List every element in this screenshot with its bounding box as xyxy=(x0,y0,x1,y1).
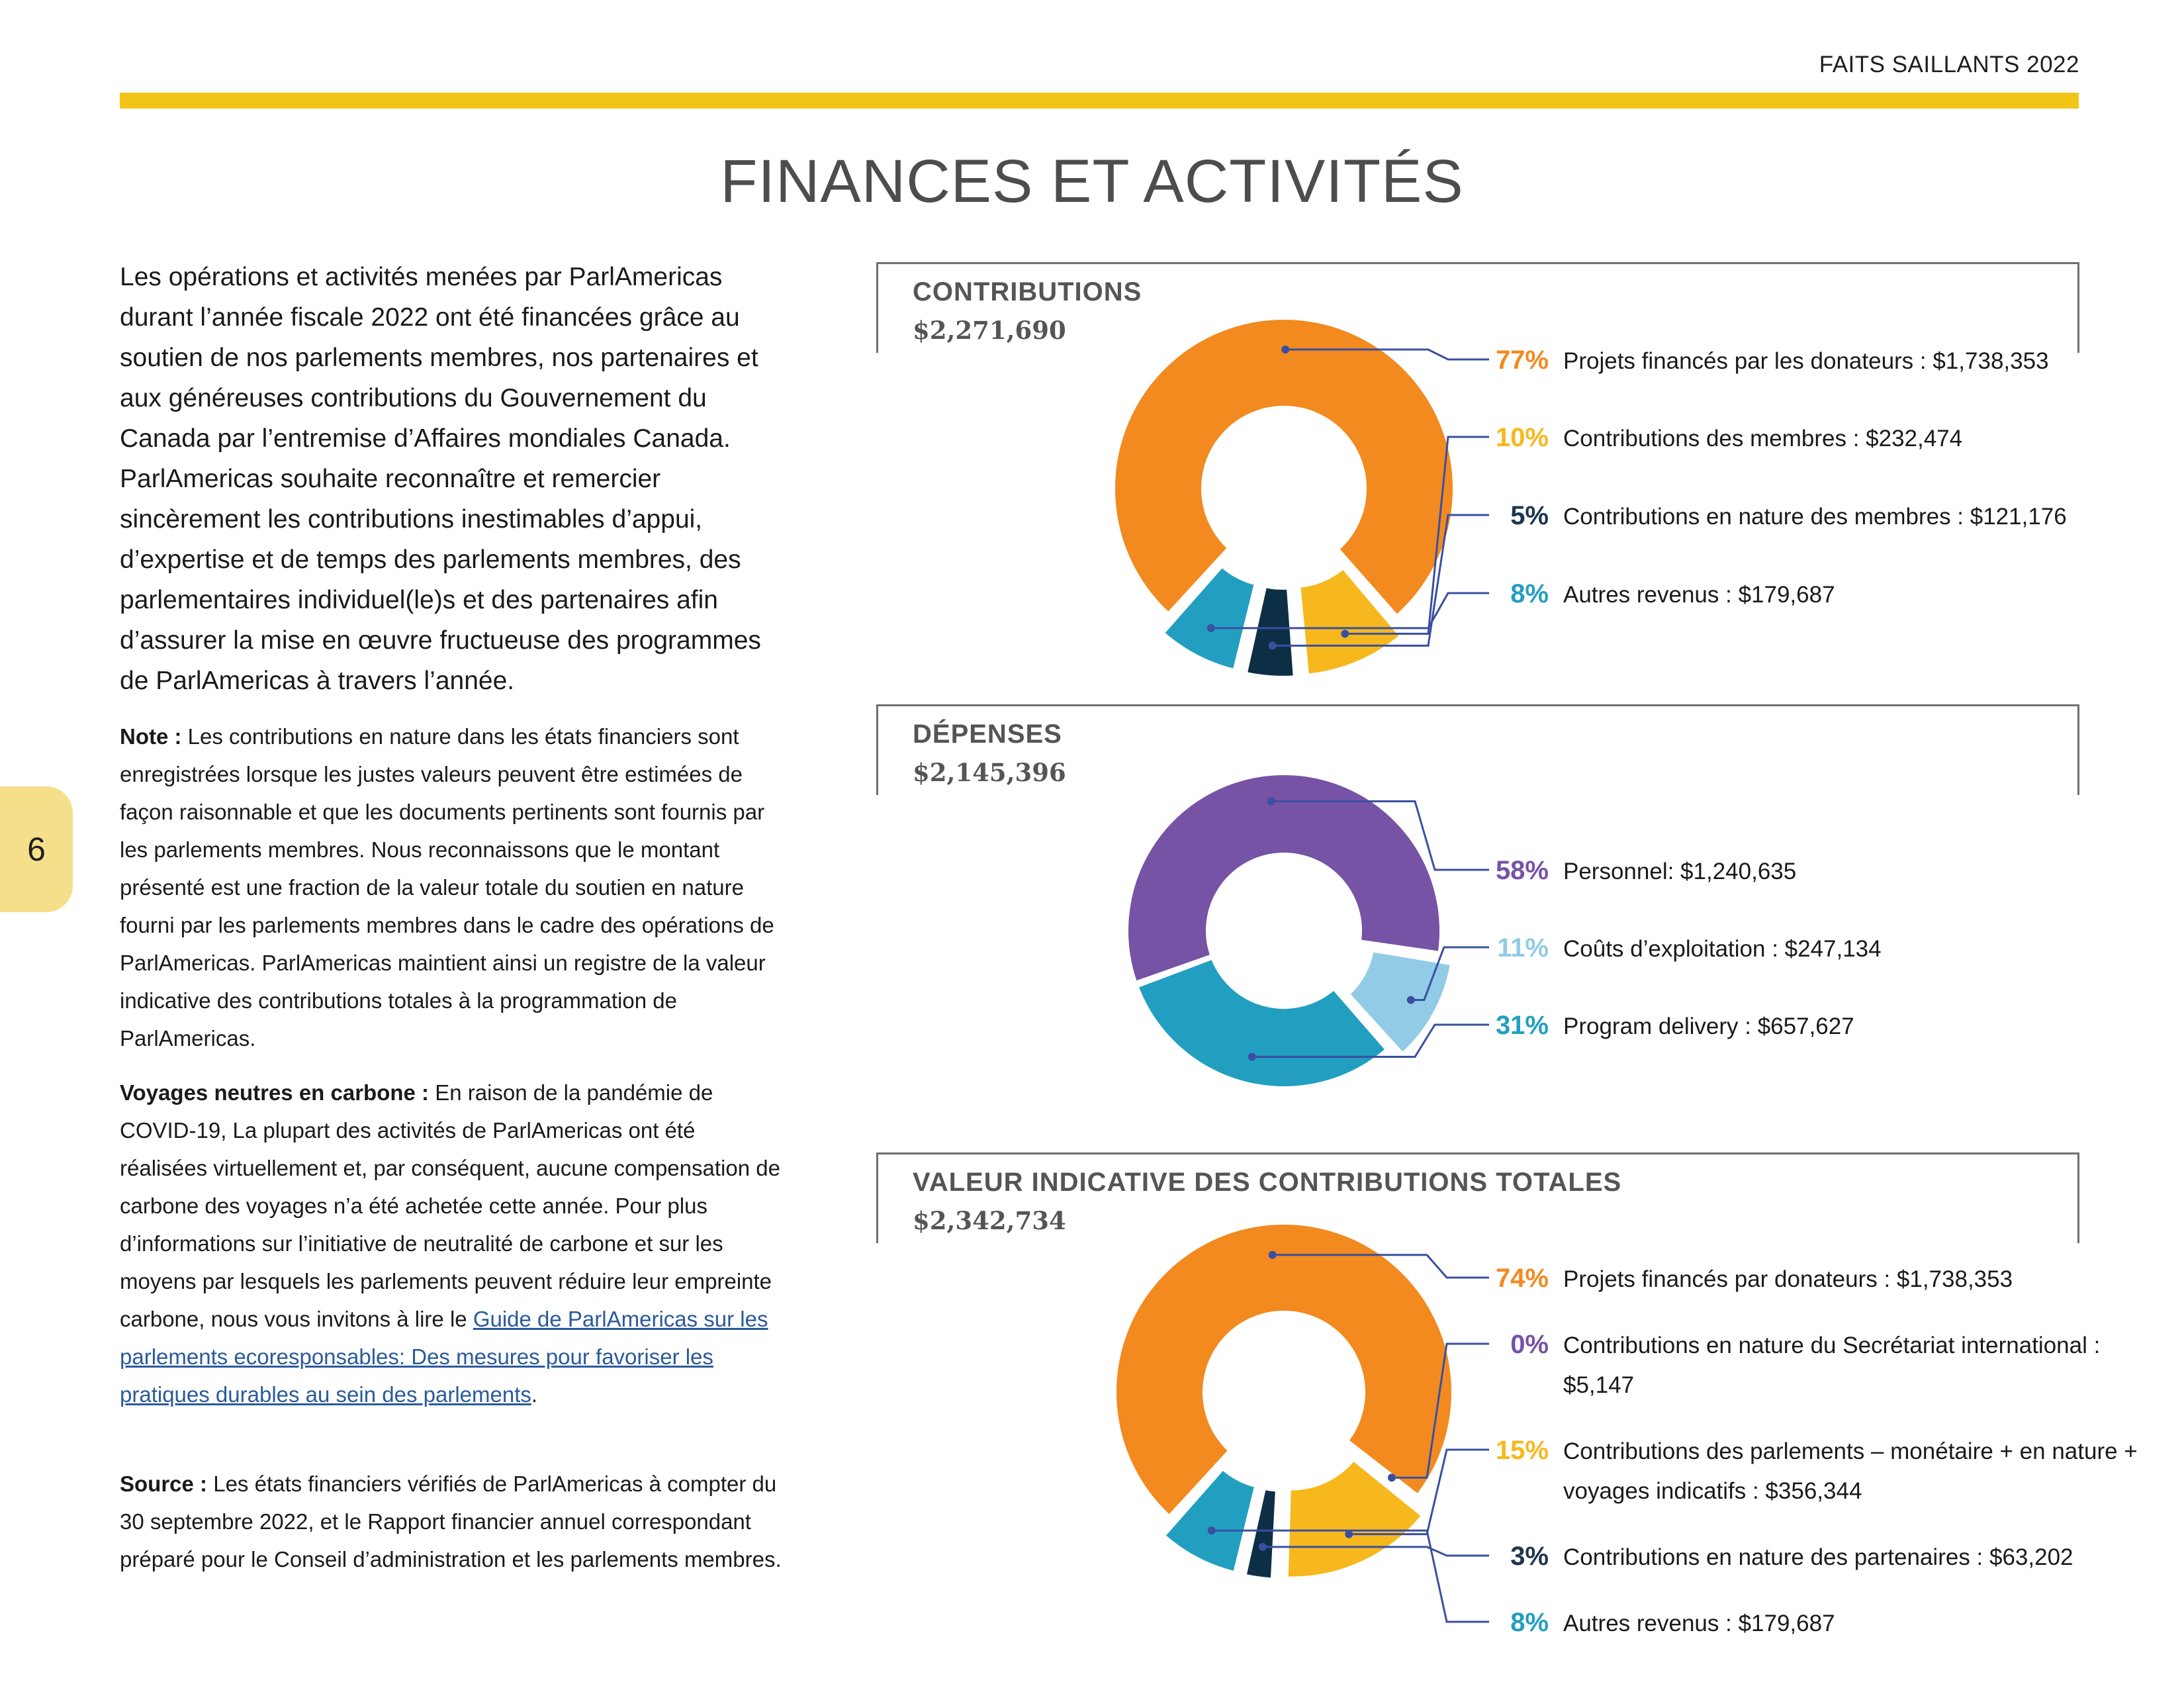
page-number: 6 xyxy=(27,831,46,868)
ecoresponsible-guide-link[interactable]: Guide de ParlAmericas sur les parlements ecoresponsables: Des mesures pour favoriser les pratiques durables au sein des parlements xyxy=(120,1307,768,1407)
valeur-total: $2,342,734 xyxy=(913,1206,1066,1235)
legend-label-0-1: Contributions des membres : $232,474 xyxy=(1563,426,1963,451)
donut-slice-1-0 xyxy=(1126,773,1441,983)
carbon-label: Voyages neutres en carbone : xyxy=(120,1080,430,1105)
pct-label-0-3: 8% xyxy=(1510,579,1549,608)
donut-slice-0-0 xyxy=(1113,318,1455,617)
carbon-text: En raison de la pandémie de COVID-19, La plupart des activités de ParlAmericas ont été réalisées virtuellement et, par conséquent, aucune compensation de carbone des voyages n’a été achetée cette année. Pour plus d’informations sur l’initiative de neutralité de carbone et sur les moyens par lesquels les parlements peuvent réduire leur empreinte carbone, nous vous invitons à lire le xyxy=(120,1080,780,1331)
intro-paragraph: Les opérations et activités menées par ParlAmericas durant l’année fiscale 2022 ont été financées grâce au soutien de nos parlements membres, nos partenaires et aux généreuses contributions du Gouvernement du Canada par l’entremise d’Affaires mondiales Canada. ParlAmericas souhaite reconnaître et remercier sincèrement les contributions inestimables d’appui, d’expertise et de temps des parlements membres, des parlementaires individuel(le)s et des partenaires afin d’assurer la mise en œuvre fructueuse des programmes de ParlAmericas à travers l’année. xyxy=(120,263,761,695)
pct-label-1-2: 31% xyxy=(1495,1011,1549,1040)
header-label: FAITS SAILLANTS 2022 xyxy=(1819,52,2079,77)
page-title: FINANCES ET ACTIVITÉS xyxy=(720,148,1464,215)
legend-label-1-0: Personnel: $1,240,635 xyxy=(1563,859,1797,884)
pct-label-0-0: 77% xyxy=(1495,346,1549,375)
carbon-after: . xyxy=(531,1382,538,1407)
donut-slice-1-2 xyxy=(1136,957,1387,1088)
pct-label-0-1: 10% xyxy=(1495,423,1549,452)
legend-label-0-0: Projets financés par les donateurs : $1,738,353 xyxy=(1563,348,2049,374)
depenses-total: $2,145,396 xyxy=(913,758,1066,787)
pct-label-2-2: 15% xyxy=(1495,1436,1549,1465)
source-text: Les états financiers vérifiés de ParlAmericas à compter du 30 septembre 2022, et le Rapport financier annuel correspondant préparé pour le Conseil d’administration et les parlements membres. xyxy=(120,1472,782,1571)
legend-label-1-1: Coûts d’exploitation : $247,134 xyxy=(1563,936,1882,962)
legend-label-1-2: Program delivery : $657,627 xyxy=(1563,1013,1854,1039)
legend-label-2-1: Contributions en nature du Secrétariat international : xyxy=(1563,1333,2101,1358)
legend-label-2-4: Autres revenus : $179,687 xyxy=(1563,1611,1835,1636)
legend-label-2-2-cont: voyages indicatifs : $356,344 xyxy=(1563,1478,1862,1504)
note-label: Note : xyxy=(120,724,182,749)
legend-label-2-0: Projets financés par donateurs : $1,738,353 xyxy=(1563,1266,2013,1292)
donut-slice-2-0 xyxy=(1115,1223,1453,1517)
pct-label-2-1: 0% xyxy=(1510,1330,1549,1359)
note-text: Les contributions en nature dans les états financiers sont enregistrées lorsque les justes valeurs peuvent être estimées de façon raisonnable et que les documents pertinents sont fournis par les parlements membres. Nous reconnaissons que le montant présenté est une fraction de la valeur totale du soutien en nature fourni par les parlements membres dans le cadre des opérations de ParlAmericas. ParlAmericas maintient ainsi un registre de la valeur indicative des contributions totales à la programmation de ParlAmericas. xyxy=(120,724,774,1051)
source-label: Source : xyxy=(120,1472,208,1496)
legend-label-2-3: Contributions en nature des partenaires : $63,202 xyxy=(1563,1544,2073,1570)
pct-label-1-1: 11% xyxy=(1497,933,1549,962)
legend-label-2-2: Contributions des parlements – monétaire + en nature + xyxy=(1563,1438,2138,1464)
legend-label-0-2: Contributions en nature des membres : $121,176 xyxy=(1563,504,2067,530)
pct-label-0-2: 5% xyxy=(1510,501,1549,530)
pct-label-2-0: 74% xyxy=(1495,1264,1549,1293)
contributions-total: $2,271,690 xyxy=(913,316,1066,345)
pct-label-1-0: 58% xyxy=(1495,856,1549,885)
legend-label-2-1-cont: $5,147 xyxy=(1563,1372,1635,1398)
depenses-title: DÉPENSES xyxy=(913,720,1062,749)
pct-label-2-3: 3% xyxy=(1510,1542,1549,1571)
contributions-title: CONTRIBUTIONS xyxy=(913,277,1142,306)
legend-label-0-3: Autres revenus : $179,687 xyxy=(1563,582,1835,608)
valeur-title: VALEUR INDICATIVE DES CONTRIBUTIONS TOTALES xyxy=(913,1168,1622,1197)
pct-label-2-4: 8% xyxy=(1510,1608,1549,1637)
